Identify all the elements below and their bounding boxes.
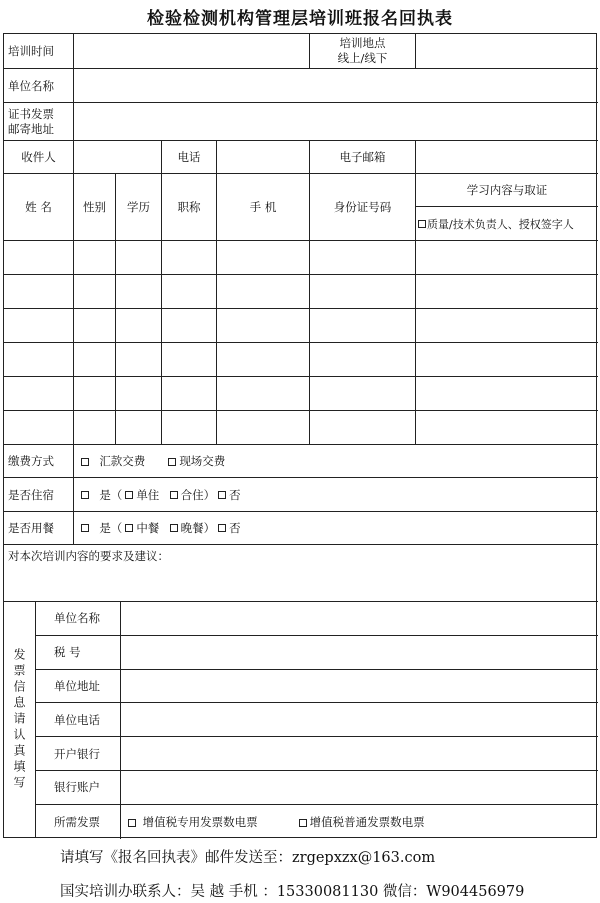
attendee-cell[interactable]	[116, 275, 162, 309]
invoice-row-field[interactable]	[121, 771, 598, 805]
attendee-cell[interactable]	[217, 275, 310, 309]
recipient-label: 收件人	[4, 141, 74, 174]
training-time-label: 培训时间	[4, 34, 74, 69]
attendee-cell[interactable]	[416, 309, 598, 343]
phone-label: 电话	[162, 141, 217, 174]
invoice-row-label: 税 号	[36, 636, 121, 670]
attendee-cell[interactable]	[74, 275, 116, 309]
meals-label: 是否用餐	[4, 512, 74, 545]
meals-dinner-label: 晚餐）	[180, 521, 216, 535]
invoice-option-special[interactable]	[125, 814, 258, 830]
training-place-field[interactable]	[416, 34, 598, 69]
attendee-cell[interactable]	[310, 241, 416, 275]
training-place-label	[310, 34, 416, 69]
meals-yes-label: 是（	[99, 521, 123, 535]
attendee-cell[interactable]	[162, 241, 217, 275]
training-place-label-line1: 培训地点	[339, 36, 386, 50]
lodging-yes-checkbox[interactable]	[81, 491, 89, 499]
meals-options	[74, 512, 598, 545]
invoice-row-label: 开户银行	[36, 737, 121, 771]
attendee-cell[interactable]	[4, 411, 74, 445]
attendee-cell[interactable]	[4, 241, 74, 275]
attendee-cell[interactable]	[217, 241, 310, 275]
mailing-address-label-line2: 邮寄地址	[8, 121, 54, 136]
general-invoice-label: 增值税普通发票数电票	[309, 814, 425, 829]
invoice-row-field[interactable]	[121, 737, 598, 771]
remit-label: 汇款交费	[99, 454, 146, 468]
attendee-cell[interactable]	[416, 377, 598, 411]
registration-form	[3, 33, 597, 838]
attendee-cell[interactable]	[74, 377, 116, 411]
form-title: 检验检测机构管理层培训班报名回执表	[147, 9, 453, 29]
attendee-cell[interactable]	[4, 343, 74, 377]
email-field[interactable]	[416, 141, 598, 174]
general-invoice-checkbox[interactable]	[299, 819, 307, 827]
attendee-cell[interactable]	[217, 411, 310, 445]
invoice-side-label	[4, 602, 36, 838]
col-study-option	[416, 207, 598, 241]
attendee-cell[interactable]	[162, 343, 217, 377]
attendee-cell[interactable]	[310, 343, 416, 377]
email-label: 电子邮箱	[310, 141, 416, 174]
lodging-single-label: 单住	[136, 487, 160, 502]
mailing-address-label-line1: 证书发票	[8, 106, 54, 121]
invoice-row-label: 所需发票	[36, 805, 121, 839]
attendee-cell[interactable]	[116, 377, 162, 411]
invoice-option-general[interactable]	[296, 814, 425, 830]
lodging-yes-label: 是（	[99, 487, 123, 502]
meals-lunch-label: 中餐	[136, 521, 160, 535]
attendee-cell[interactable]	[74, 309, 116, 343]
attendee-cell[interactable]	[162, 275, 217, 309]
attendee-cell[interactable]	[416, 343, 598, 377]
lodging-no-checkbox[interactable]	[218, 491, 226, 499]
attendee-cell[interactable]	[4, 377, 74, 411]
remit-checkbox[interactable]	[81, 458, 89, 466]
onsite-checkbox[interactable]	[168, 458, 176, 466]
payment-option-remit[interactable]	[78, 453, 145, 469]
recipient-field[interactable]	[74, 141, 162, 174]
lodging-shared-label: 合住）	[180, 487, 216, 502]
meals-yes-checkbox[interactable]	[81, 524, 89, 532]
attendee-cell[interactable]	[310, 275, 416, 309]
study-option-label: 质量/技术负责人、授权签字人	[427, 217, 574, 231]
attendee-cell[interactable]	[162, 377, 217, 411]
mailing-address-field[interactable]	[74, 103, 598, 141]
lodging-single-checkbox[interactable]	[125, 491, 133, 499]
attendee-cell[interactable]	[74, 241, 116, 275]
payment-options	[74, 445, 598, 478]
footer-email-line: 请填写《报名回执表》邮件发送至：zrgepxzx@163.com	[60, 850, 436, 866]
attendee-cell[interactable]	[416, 411, 598, 445]
invoice-row-field[interactable]	[121, 670, 598, 704]
payment-option-onsite[interactable]	[165, 453, 225, 469]
attendee-cell[interactable]	[217, 377, 310, 411]
attendee-cell[interactable]	[116, 309, 162, 343]
col-title-header: 职称	[162, 174, 217, 241]
attendee-cell[interactable]	[310, 377, 416, 411]
col-name-header: 姓 名	[4, 174, 74, 241]
attendee-cell[interactable]	[416, 275, 598, 309]
col-education-header: 学历	[116, 174, 162, 241]
phone-field[interactable]	[217, 141, 310, 174]
special-invoice-checkbox[interactable]	[128, 819, 136, 827]
attendee-cell[interactable]	[116, 241, 162, 275]
attendee-cell[interactable]	[416, 241, 598, 275]
lodging-no-label: 否	[229, 487, 241, 502]
invoice-side-text: 发票信息请认真填写	[12, 648, 26, 792]
attendee-cell[interactable]	[4, 275, 74, 309]
lodging-options	[74, 478, 598, 512]
attendee-cell[interactable]	[116, 411, 162, 445]
attendee-cell[interactable]	[217, 309, 310, 343]
training-time-field[interactable]	[74, 34, 310, 69]
col-mobile-header: 手 机	[217, 174, 310, 241]
suggestion-field[interactable]	[4, 545, 598, 602]
meals-no-checkbox[interactable]	[218, 524, 226, 532]
attendee-cell[interactable]	[74, 343, 116, 377]
attendee-cell[interactable]	[217, 343, 310, 377]
special-invoice-label: 增值税专用发票数电票	[142, 814, 258, 829]
invoice-row-label: 银行账户	[36, 771, 121, 805]
attendee-cell[interactable]	[74, 411, 116, 445]
onsite-label: 现场交费	[179, 454, 226, 468]
study-option-checkbox[interactable]	[418, 220, 426, 228]
meals-no-label: 否	[229, 521, 241, 535]
training-place-label-line2: 线上/线下	[337, 51, 388, 65]
invoice-row-field[interactable]	[121, 636, 598, 670]
lodging-label: 是否住宿	[4, 478, 74, 512]
attendee-cell[interactable]	[310, 309, 416, 343]
suggestion-label: 对本次培训内容的要求及建议：	[8, 549, 169, 563]
unit-name-field[interactable]	[74, 69, 598, 103]
attendee-cell[interactable]	[4, 309, 74, 343]
attendee-cell[interactable]	[116, 343, 162, 377]
meals-lunch-checkbox[interactable]	[125, 524, 133, 532]
mailing-address-label	[4, 103, 74, 141]
col-gender-header: 性别	[74, 174, 116, 241]
lodging-shared-checkbox[interactable]	[170, 491, 178, 499]
invoice-row-field[interactable]	[121, 602, 598, 636]
attendee-cell[interactable]	[310, 411, 416, 445]
payment-label: 缴费方式	[4, 445, 74, 478]
attendee-cell[interactable]	[162, 309, 217, 343]
invoice-row-label: 单位名称	[36, 602, 121, 636]
invoice-row-field[interactable]	[121, 703, 598, 737]
col-study-header: 学习内容与取证	[416, 174, 598, 207]
invoice-row-label: 单位地址	[36, 670, 121, 704]
invoice-row-field	[121, 805, 598, 839]
invoice-row-label: 单位电话	[36, 703, 121, 737]
footer-contact-line: 国实培训办联系人：吴 越 手机 ：15330081130 微信：W904456979	[60, 884, 525, 900]
attendee-cell[interactable]	[162, 411, 217, 445]
meals-dinner-checkbox[interactable]	[170, 524, 178, 532]
unit-name-label: 单位名称	[4, 69, 74, 103]
col-id-number-header: 身份证号码	[310, 174, 416, 241]
